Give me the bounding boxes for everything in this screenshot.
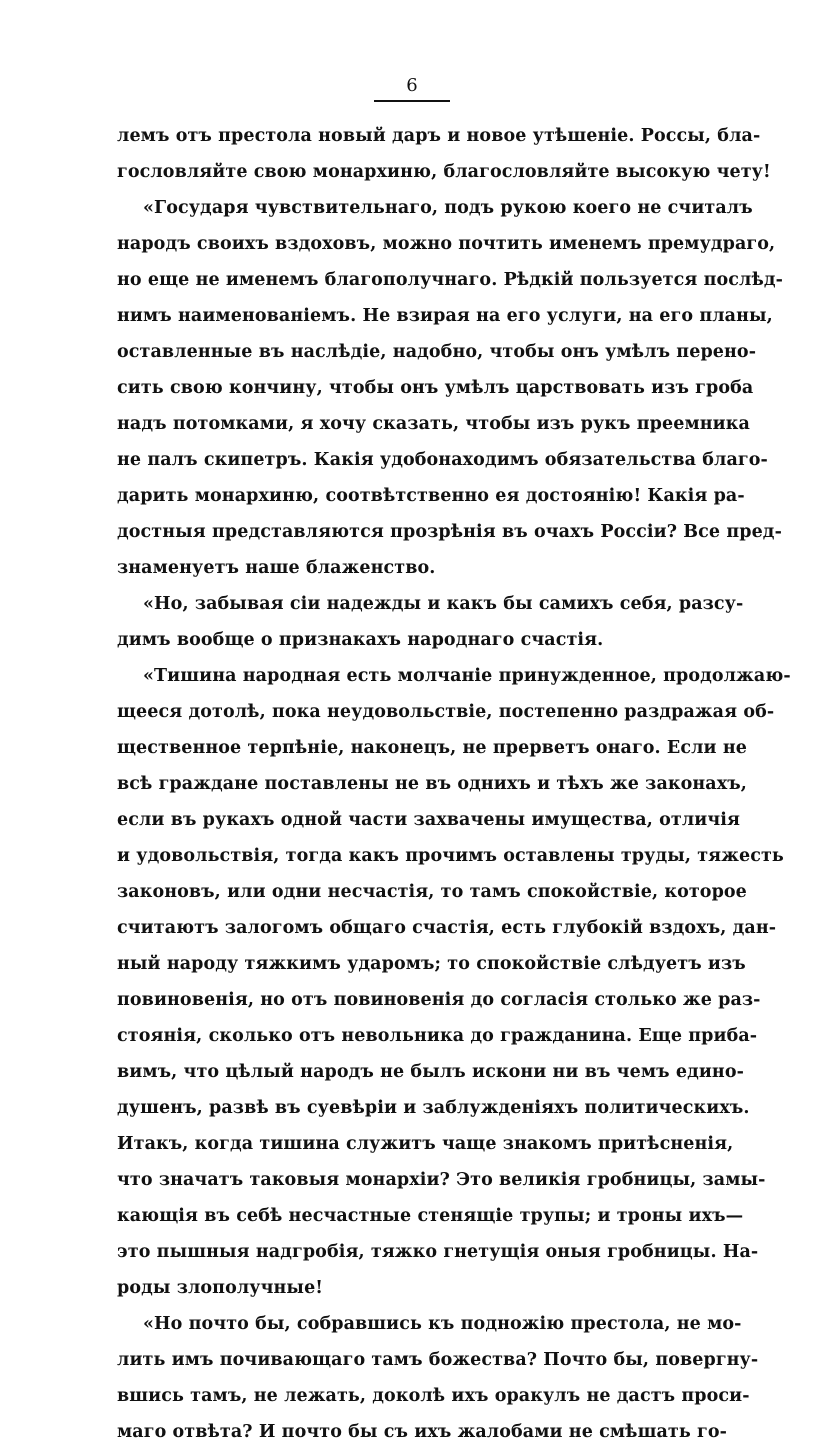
- text-line: лить имъ почивающаго тамъ божества? Почто бы, повергну-: [117, 1350, 759, 1370]
- page-header: [372, 74, 452, 102]
- text-line: щественное терпѣніе, наконецъ, не прерветъ онаго. Если не: [117, 738, 747, 758]
- text-line: «Но почто бы, собравшись къ подножію престола, не мо-: [143, 1314, 742, 1334]
- text-line: вшись тамъ, не лежать, доколѣ ихъ оракулъ не дастъ проси-: [117, 1386, 750, 1406]
- text-line: лемъ отъ престола новый даръ и новое утѣшеніе. Россы, бла-: [117, 126, 761, 146]
- text-line: душенъ, развѣ въ суевѣріи и заблужденіяхъ политическихъ.: [117, 1098, 750, 1118]
- text-line: и удовольствія, тогда какъ прочимъ оставлены труды, тяжесть: [117, 846, 784, 866]
- text-line: кающія въ себѣ несчастные стенящіе трупы; и троны ихъ—: [117, 1206, 744, 1226]
- text-line: нимъ наименованіемъ. Не взирая на его услуги, на его планы,: [117, 306, 773, 326]
- text-line: «Тишина народная есть молчаніе принужденное, продолжаю-: [143, 666, 791, 686]
- text-line: знаменуетъ наше блаженство.: [117, 558, 436, 578]
- text-line: дарить монархиню, соотвѣтственно ея достоянію! Какія ра-: [117, 486, 745, 506]
- text-line: всѣ граждане поставлены не въ однихъ и тѣхъ же законахъ,: [117, 774, 747, 794]
- text-line: «Государя чувствительнаго, подъ рукою коего не считалъ: [143, 198, 753, 218]
- text-line: но еще не именемъ благополучнаго. Рѣдкій пользуется послѣд-: [117, 270, 784, 290]
- text-line: «Но, забывая сіи надежды и какъ бы самихъ себя, разсу-: [143, 594, 744, 614]
- page-number-rule: [374, 100, 450, 102]
- text-line: роды злополучные!: [117, 1278, 324, 1298]
- body-text: [117, 118, 791, 1450]
- text-line: повиновенія, но отъ повиновенія до согласія столько же раз-: [117, 990, 761, 1010]
- text-line: это пышныя надгробія, тяжко гнетущія оныя гробницы. На-: [117, 1242, 759, 1262]
- text-line: что значатъ таковыя монархіи? Это великія гробницы, замы-: [117, 1170, 766, 1190]
- text-line: Итакъ, когда тишина служитъ чаще знакомъ притѣсненія,: [117, 1134, 734, 1154]
- text-line: стоянія, сколько отъ невольника до гражданина. Еще приба-: [117, 1026, 758, 1046]
- page-number: 6: [406, 75, 418, 96]
- text-line: надъ потомками, я хочу сказать, чтобы изъ рукъ преемника: [117, 414, 750, 434]
- text-line: сить свою кончину, чтобы онъ умѣлъ царствовать изъ гроба: [117, 378, 754, 398]
- text-line: гословляйте свою монархиню, благословляйте высокую чету!: [117, 162, 771, 182]
- text-line: ный народу тяжкимъ ударомъ; то спокойствіе слѣдуетъ изъ: [117, 954, 746, 974]
- text-line: вимъ, что цѣлый народъ не былъ искони ни въ чемъ едино-: [117, 1062, 744, 1082]
- text-line: достныя представляются прозрѣнія въ очахъ Россіи? Все пред-: [117, 522, 782, 542]
- text-line: не палъ скипетръ. Какія удобонаходимъ обязательства благо-: [117, 450, 768, 470]
- text-line: законовъ, или одни несчастія, то тамъ спокойствіе, которое: [117, 882, 747, 902]
- text-line: если въ рукахъ одной части захвачены имущества, отличія: [117, 810, 741, 830]
- text-line: маго отвѣта? И почто бы съ ихъ жалобами не смѣшать го-: [117, 1422, 727, 1442]
- text-line: димъ вообще о признакахъ народнаго счастія.: [117, 630, 604, 650]
- text-line: считаютъ залогомъ общаго счастія, есть глубокій вздохъ, дан-: [117, 918, 777, 938]
- text-line: народъ своихъ вздоховъ, можно почтить именемъ премудраго,: [117, 234, 776, 254]
- text-line: оставленные въ наслѣдіе, надобно, чтобы онъ умѣлъ перено-: [117, 342, 757, 362]
- text-line: щееся дотолѣ, пока неудовольствіе, постепенно раздражая об-: [117, 702, 775, 722]
